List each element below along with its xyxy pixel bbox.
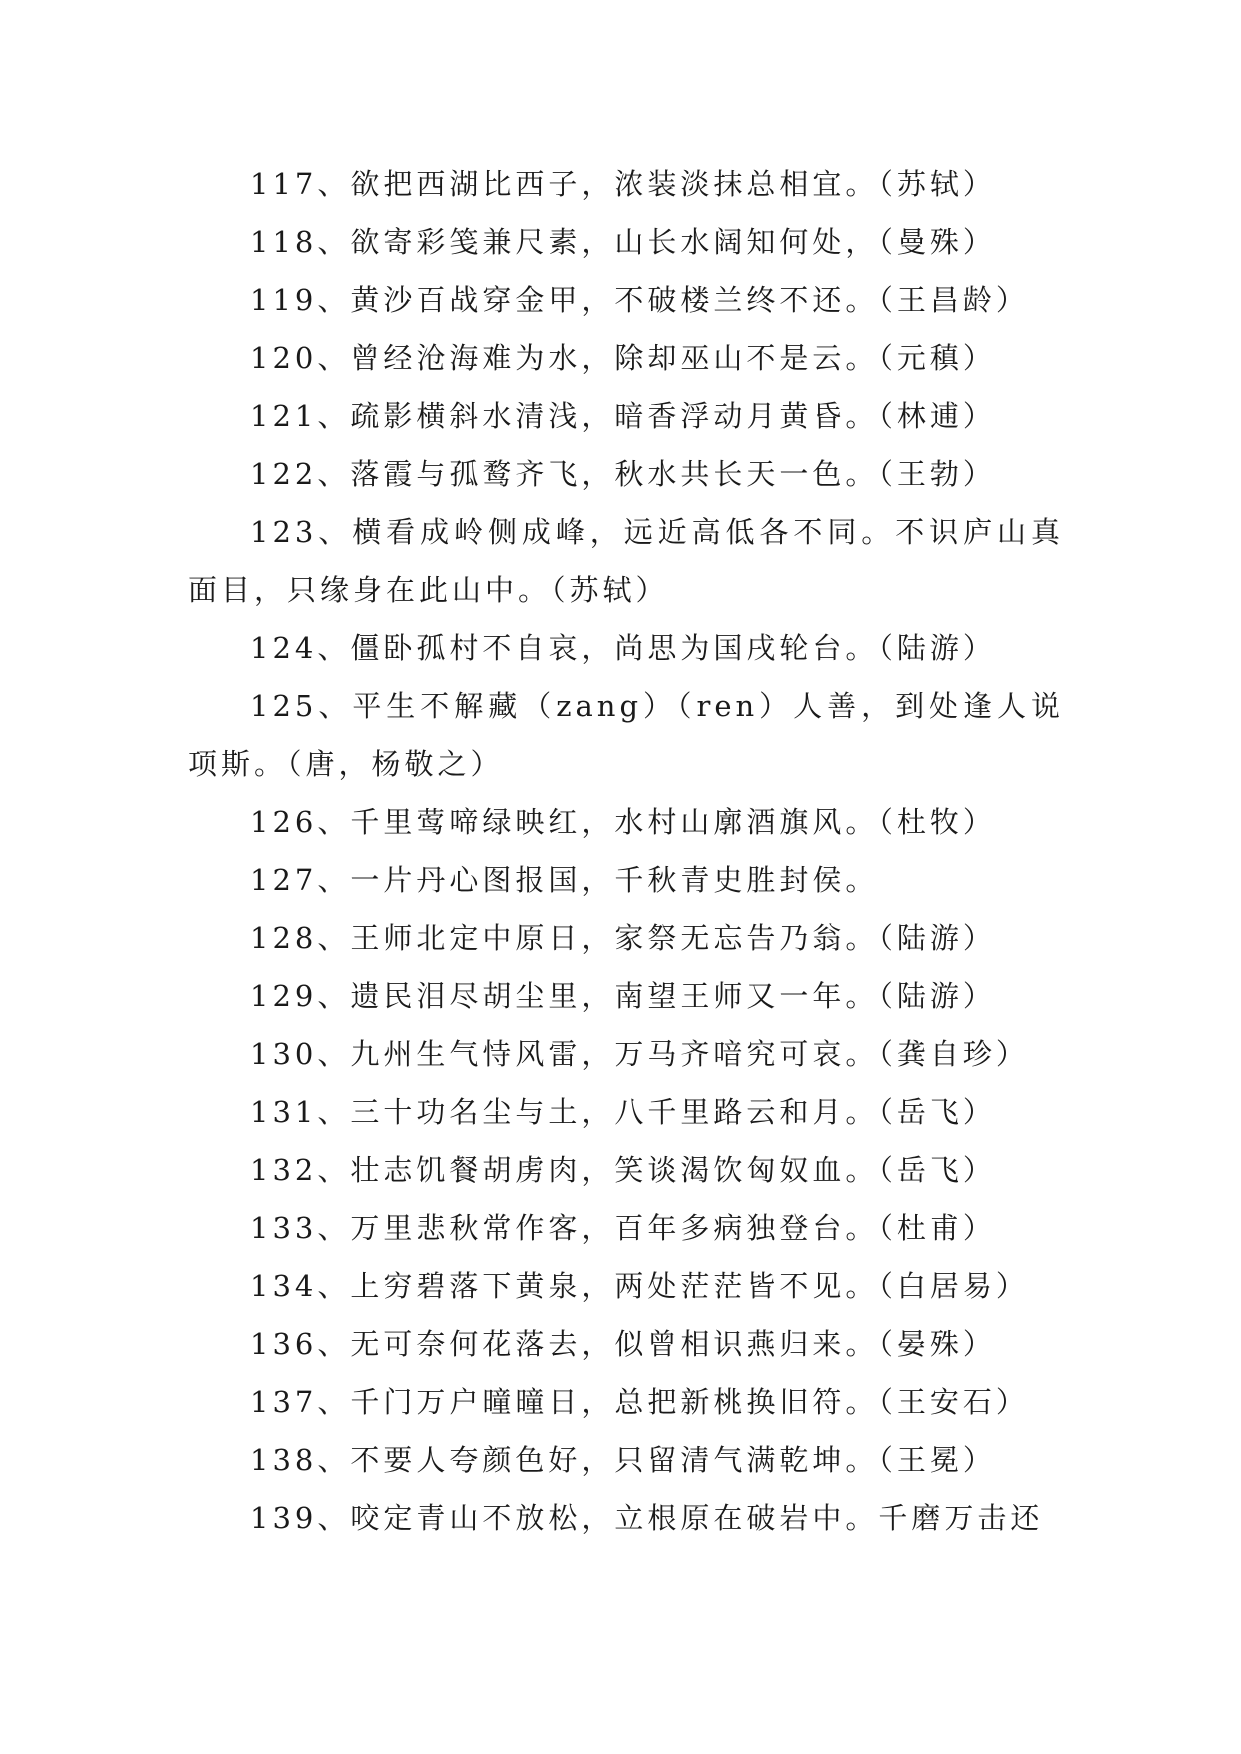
poem-entry-126: 126、千里莺啼绿映红，水村山廓酒旗风。（杜牧） — [250, 805, 996, 839]
poem-entry-131: 131、三十功名尘与土，八千里路云和月。（岳飞） — [250, 1095, 996, 1129]
poem-entry-132: 132、壮志饥餐胡虏肉，笑谈渴饮匈奴血。（岳飞） — [250, 1153, 996, 1187]
poem-entry-138: 138、不要人夸颜色好，只留清气满乾坤。（王冕） — [250, 1443, 996, 1477]
poem-entry-139: 139、咬定青山不放松，立根原在破岩中。千磨万击还 — [250, 1501, 1044, 1535]
poem-entry-118: 118、欲寄彩笺兼尺素，山长水阔知何处，（曼殊） — [250, 225, 996, 259]
poem-entry-121: 121、疏影横斜水清浅，暗香浮动月黄昏。（林逋） — [250, 399, 996, 433]
poem-entry-122: 122、落霞与孤鹜齐飞，秋水共长天一色。（王勃） — [250, 457, 996, 491]
poem-entry-125: 125、平生不解藏（zang）（ren）人善，到处逢人说项斯。（唐，杨敬之） — [188, 689, 1064, 781]
poem-entry-120: 120、曾经沧海难为水，除却巫山不是云。（元稹） — [250, 341, 996, 375]
poem-entry-117: 117、欲把西湖比西子，浓装淡抹总相宜。（苏轼） — [250, 167, 996, 201]
poem-entry-134: 134、上穷碧落下黄泉，两处茫茫皆不见。（白居易） — [250, 1269, 1029, 1303]
poem-entry-137: 137、千门万户曈曈日，总把新桃换旧符。（王安石） — [250, 1385, 1029, 1419]
poem-entry-124: 124、僵卧孤村不自哀，尚思为国戌轮台。（陆游） — [250, 631, 996, 665]
poem-list — [188, 155, 1064, 1547]
poem-entry-136: 136、无可奈何花落去，似曾相识燕归来。（晏殊） — [250, 1327, 996, 1361]
poem-entry-119: 119、黄沙百战穿金甲，不破楼兰终不还。（王昌龄） — [250, 283, 1029, 317]
poem-entry-130: 130、九州生气恃风雷，万马齐喑究可哀。（龚自珍） — [250, 1037, 1029, 1071]
poem-entry-123: 123、横看成岭侧成峰，远近高低各不同。不识庐山真面目，只缘身在此山中。（苏轼） — [188, 515, 1064, 607]
poem-entry-128: 128、王师北定中原日，家祭无忘告乃翁。（陆游） — [250, 921, 996, 955]
poem-entry-129: 129、遗民泪尽胡尘里，南望王师又一年。（陆游） — [250, 979, 996, 1013]
poem-entry-133: 133、万里悲秋常作客，百年多病独登台。（杜甫） — [250, 1211, 996, 1245]
poem-entry-127: 127、一片丹心图报国，千秋青史胜封侯。 — [250, 863, 879, 897]
